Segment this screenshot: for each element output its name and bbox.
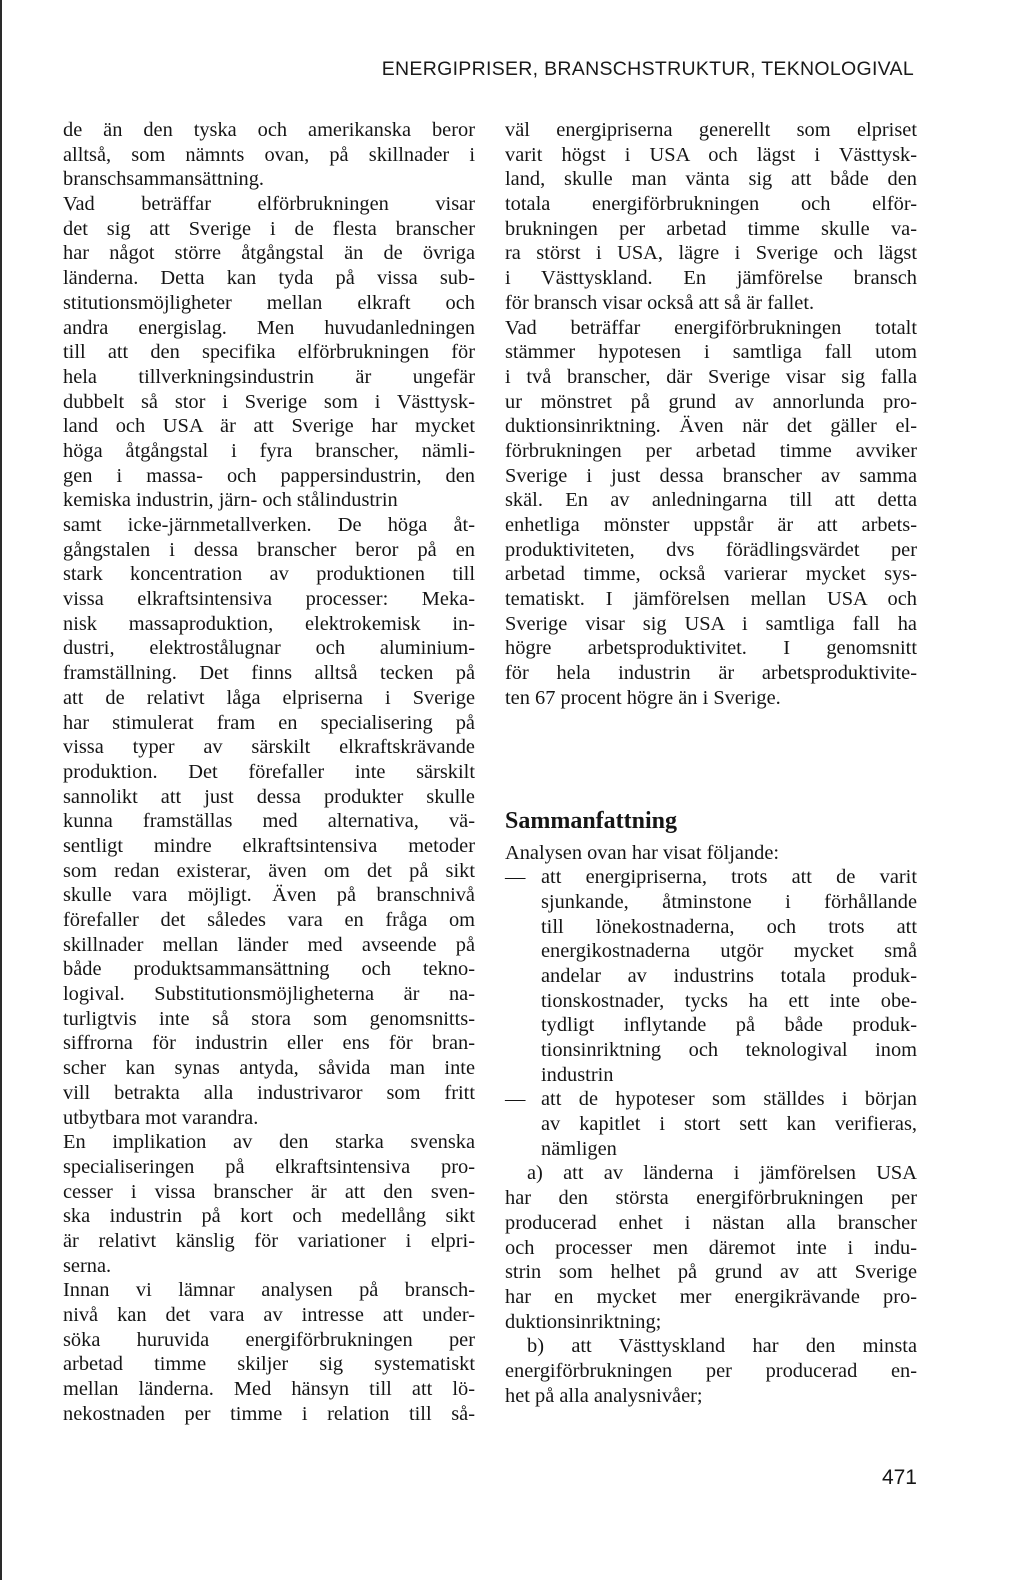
text-line: sannolikt att just dessa produkter skulle xyxy=(63,785,475,808)
text-line: och processer men däremot inte i indu- xyxy=(505,1236,917,1259)
text-line: utbytbara mot varandra. xyxy=(63,1106,259,1129)
text-line: som redan existerar, även om det på sikt xyxy=(63,859,475,882)
text-line: dubbelt så stor i Sverige som i Västtysk- xyxy=(63,390,475,413)
text-line: arbetad timme, också varierar mycket sys- xyxy=(505,563,917,586)
text-line: industrin xyxy=(541,1063,614,1086)
text-line: duktionsinriktning; xyxy=(505,1310,662,1333)
text-line: En implikation av den starka svenska xyxy=(63,1131,475,1154)
text-line: för hela industrin är arbetsproduktivite- xyxy=(505,662,917,685)
text-line: söka huruvida energiförbrukningen per xyxy=(63,1328,475,1351)
page-edge xyxy=(0,0,2,1580)
text-line: samt icke-järnmetallverken. De höga åt- xyxy=(63,514,475,536)
text-line: ra störst i USA, lägre i Sverige och lägst xyxy=(505,242,917,265)
text-line: förefaller det således vara en fråga om xyxy=(63,909,475,931)
text-line: förbrukningen per arbetad timme avviker xyxy=(505,439,917,462)
section-heading: Sammanfattning xyxy=(505,807,678,834)
text-line: i Västtyskland. En jämförelse bransch xyxy=(505,267,917,290)
text-line: skäl. En av anledningarna till att detta xyxy=(505,489,917,512)
text-line: vill betrakta alla industrivaror som fritt xyxy=(63,1081,475,1104)
text-line: är relativt känslig för variationer i elpri- xyxy=(63,1229,475,1252)
summary-point-a xyxy=(505,1161,917,1334)
text-line: har stimulerat fram en specialisering på xyxy=(63,711,475,734)
text-line: turligtvis inte så stora som genomsnitts- xyxy=(63,1007,475,1030)
text-line: att energipriserna, trots att de varit xyxy=(541,866,917,889)
text-line: sentligt mindre elkraftsintensiva metoder xyxy=(63,834,475,857)
text-line: väl energipriserna generellt som elpriset xyxy=(505,119,917,141)
text-line: land, skulle man vänta sig att både den xyxy=(505,168,917,191)
text-line: produktion. Det förefaller inte särskilt xyxy=(63,760,475,783)
text-line: arbetad timme skiljer sig systematiskt xyxy=(63,1353,475,1376)
text-line: specialiseringen på elkraftsintensiva pro- xyxy=(63,1155,475,1178)
text-line: stark koncentration av produktionen till xyxy=(63,563,475,586)
text-line: dustri, elektrostålugnar och aluminium- xyxy=(63,637,475,660)
text-line: energikostnaderna utgör mycket små xyxy=(541,940,917,963)
running-header: ENERGIPRISER, BRANSCHSTRUKTUR, TEKNOLOGIVAL xyxy=(381,58,914,80)
text-line: skillnader mellan länder med avseende på xyxy=(63,933,475,956)
text-line: högre arbetsproduktivitet. I genomsnitt xyxy=(505,637,917,660)
text-line: gen i massa- och pappersindustrin, den xyxy=(63,464,475,487)
text-line: ten 67 procent högre än i Sverige. xyxy=(505,686,781,709)
text-line: för bransch visar också att så är fallet. xyxy=(505,291,815,314)
text-line: höga åtgångstal i fyra branscher, nämli- xyxy=(63,439,475,462)
text-line: andelar av industrins totala produk- xyxy=(541,964,917,987)
text-line: scher kan synas antyda, såvida man inte xyxy=(63,1057,475,1080)
text-line: b) att Västtyskland har den minsta xyxy=(527,1335,917,1358)
text-line: sjunkande, åtminstone i förhållande xyxy=(541,890,917,913)
text-line: cesser i vissa branscher är att den sven- xyxy=(63,1180,475,1203)
text-line: nämligen xyxy=(541,1137,617,1160)
text-line: het på alla analysnivåer; xyxy=(505,1384,703,1407)
text-line: tionskostnader, tycks ha ett inte obe- xyxy=(541,989,917,1012)
text-line: energiförbrukningen per producerad en- xyxy=(505,1359,917,1382)
text-line: andra energislag. Men huvudanledningen xyxy=(63,316,475,339)
text-line: stämmer hypotesen i samtliga fall utom xyxy=(505,341,917,364)
text-line: har en mycket mer energikrävande pro- xyxy=(505,1285,917,1308)
text-line: ur mönstret på grund av annorlunda pro- xyxy=(505,390,917,413)
text-line: kemiska industrin, järn- och stålindustrin xyxy=(63,489,398,512)
text-line: varit högst i USA och lägst i Västtysk- xyxy=(505,143,917,166)
text-line: av kapitlet i stort sett kan verifieras, xyxy=(541,1113,917,1136)
text-line: har något större åtgångstal än de övriga xyxy=(63,242,475,265)
text-line: Vad beträffar energiförbrukningen totalt xyxy=(505,316,917,339)
right-body-text xyxy=(505,118,917,711)
text-line: alltså, som nämnts ovan, på skillnader i xyxy=(63,143,475,166)
text-line: tydligt inflytande på både produk- xyxy=(541,1014,917,1037)
text-line: a) att av länderna i jämförelsen USA xyxy=(527,1162,917,1185)
summary-list xyxy=(505,865,917,1161)
text-line: mellan länderna. Med hänsyn till att lö- xyxy=(63,1378,475,1401)
dash-bullet: — xyxy=(505,866,526,889)
text-line: Innan vi lämnar analysen på bransch- xyxy=(63,1279,475,1302)
text-line: nekostnaden per timme i relation till så- xyxy=(63,1402,475,1425)
text-line: tionsinriktning och teknologival inom xyxy=(541,1039,917,1061)
text-line: nisk massaproduktion, elektrokemisk in- xyxy=(63,612,475,635)
text-line: siffrorna för industrin eller ens för bran- xyxy=(63,1032,475,1055)
text-line: vissa elkraftsintensiva processer: Meka- xyxy=(63,588,475,611)
text-line: land och USA är att Sverige har mycket xyxy=(63,415,475,438)
text-line: enhetliga mönster uppstår är att arbets- xyxy=(505,514,917,536)
text-line: har den största energiförbrukningen per xyxy=(505,1187,917,1210)
text-line: kunna framställas med alternativa, vä- xyxy=(63,810,475,833)
page-number: 471 xyxy=(881,1466,917,1489)
text-line: det sig att Sverige i de flesta branscher xyxy=(63,217,475,240)
text-line: att de hypoteser som ställdes i början xyxy=(541,1088,917,1111)
text-line: tematiskt. I jämförelsen mellan USA och xyxy=(505,588,917,611)
text-line: strin som helhet på grund av att Sverige xyxy=(505,1261,917,1284)
text-line: de än den tyska och amerikanska beror xyxy=(63,119,475,141)
text-line: skulle vara möjligt. Även på branschnivå xyxy=(63,884,475,907)
text-line: i två branscher, där Sverige visar sig falla xyxy=(505,365,917,388)
text-line: stitutionsmöjligheter mellan elkraft och xyxy=(63,291,475,314)
text-line: Vad beträffar elförbrukningen visar xyxy=(63,193,475,216)
text-line: logival. Substitutionsmöjligheterna är na- xyxy=(63,983,475,1006)
text-line: brukningen per arbetad timme skulle va- xyxy=(505,217,917,240)
text-line: vissa typer av särskilt elkraftskrävande xyxy=(63,736,475,759)
text-line: duktionsinriktning. Även när det gäller el- xyxy=(505,415,917,438)
summary-point-b xyxy=(505,1334,917,1408)
text-line: ska industrin på kort och medellång sikt xyxy=(63,1205,475,1228)
summary-item xyxy=(505,1087,917,1161)
text-line: länderna. Detta kan tyda på vissa sub- xyxy=(63,267,475,290)
text-line: nivå kan det vara av intresse att under- xyxy=(63,1304,475,1326)
text-line: hela tillverkningsindustrin är ungefär xyxy=(63,365,475,388)
text-line: produktiviteten, dvs förädlingsvärdet per xyxy=(505,538,917,561)
dash-bullet: — xyxy=(505,1088,526,1111)
summary-item xyxy=(505,865,917,1087)
text-line: Sverige i just dessa branscher av samma xyxy=(505,464,917,487)
text-line: till lönekostnaderna, och trots att xyxy=(541,915,917,938)
text-line: serna. xyxy=(63,1254,112,1277)
text-line: branschsammansättning. xyxy=(63,168,265,191)
left-column xyxy=(63,118,475,1426)
text-line: producerad enhet i nästan alla branscher xyxy=(505,1211,917,1234)
text-line: framställning. Det finns alltså tecken på xyxy=(63,662,475,685)
text-line: att de relativt låga elpriserna i Sverige xyxy=(63,686,475,709)
text-line: till att den specifika elförbrukningen för xyxy=(63,341,475,364)
text-line: totala energiförbrukningen och elför- xyxy=(505,193,917,216)
text-line: gångstalen i dessa branscher beror på en xyxy=(63,538,475,561)
right-column xyxy=(505,118,917,1408)
summary-intro: Analysen ovan har visat följande: xyxy=(505,841,780,864)
text-line: Sverige visar sig USA i samtliga fall ha xyxy=(505,612,917,635)
text-line: både produktsammansättning och tekno- xyxy=(63,958,475,981)
